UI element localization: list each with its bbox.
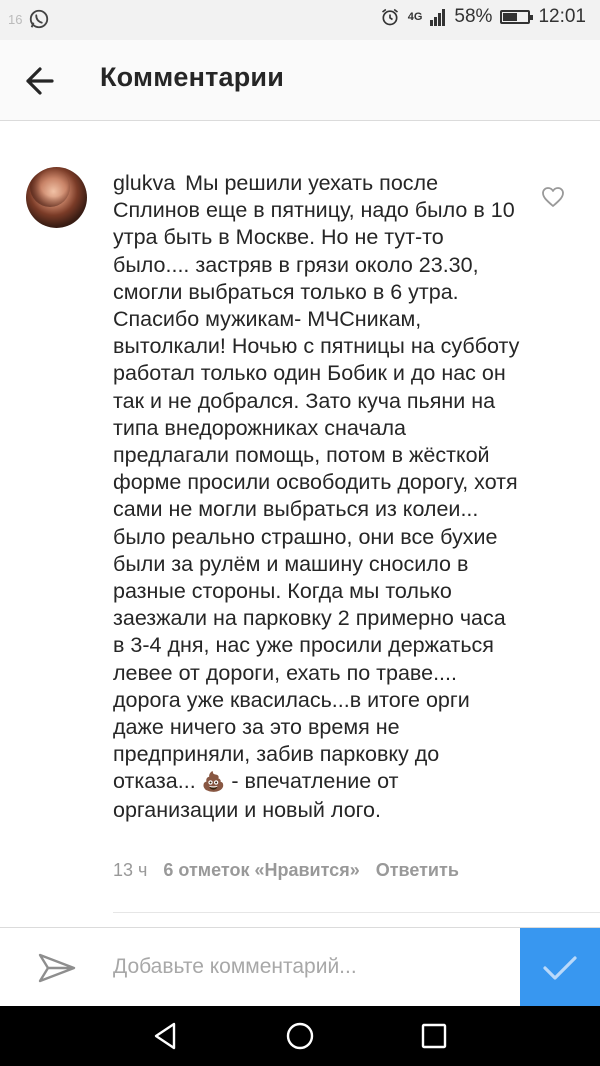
battery-icon bbox=[500, 10, 530, 24]
comment-composer bbox=[0, 927, 600, 1007]
signal-icon bbox=[430, 8, 446, 26]
system-nav-bar bbox=[0, 1006, 600, 1066]
battery-percent: 58% bbox=[454, 6, 493, 27]
check-icon bbox=[542, 954, 578, 982]
reply-button[interactable]: Ответить bbox=[375, 860, 459, 880]
status-time: 12:01 bbox=[538, 6, 586, 27]
comment-body bbox=[113, 170, 523, 824]
back-triangle-icon[interactable] bbox=[150, 1020, 182, 1052]
whatsapp-icon bbox=[28, 8, 50, 30]
comment-meta bbox=[113, 860, 459, 881]
header bbox=[0, 40, 600, 121]
comment-time: 13 ч bbox=[113, 860, 148, 880]
status-bar bbox=[0, 0, 600, 40]
network-label: 4G bbox=[407, 11, 423, 23]
status-left bbox=[8, 8, 50, 30]
status-right bbox=[380, 6, 586, 28]
arrow-left-icon[interactable] bbox=[22, 62, 62, 100]
status-number: 16 bbox=[8, 11, 23, 27]
comment-input[interactable] bbox=[113, 950, 503, 984]
page-title: Комментарии bbox=[100, 62, 285, 92]
recents-square-icon[interactable] bbox=[418, 1020, 450, 1052]
comment-text: Мы решили уехать после Сплинов еще в пятницу, надо было в 10 утра быть в Москве. Но не тут-то было.... застряв в грязи около 23.30, смогли выбраться только в 6 утра. Спасибо мужикам- МЧСникам, вытолкали! Ночью с пятницы на субботу работал только один Бобик и до нас он так и не добрался. Зато куча пьяни на типа внедорожниках сначала предлагали помощь, потом в жёсткой форме просили освободить дорогу, хотя сами не могли выбраться из колеи... было реально страшно, они все бухие были за рулём и машину сносило в разные стороны. Когда мы только заезжали на парковку 2 примерно часа в 3-4 дня, нас уже просили держаться левее от дороги, ехать по траве.... дорога уже квасилась...в итоге орги даже ничего за это время не предприняли, забив парковку до отказа... bbox=[113, 171, 520, 794]
avatar[interactable] bbox=[26, 167, 87, 228]
comment-text-end: - впечатление от организации и новый лого. bbox=[113, 769, 399, 822]
pile-of-poo-icon: 💩 bbox=[201, 772, 226, 794]
post-button[interactable] bbox=[520, 928, 600, 1007]
paper-plane-icon[interactable] bbox=[36, 947, 78, 989]
divider bbox=[113, 912, 600, 913]
likes-count[interactable]: 6 отметок «Нравится» bbox=[163, 860, 360, 880]
comment-username[interactable]: glukva bbox=[113, 171, 176, 195]
heart-outline-icon[interactable] bbox=[541, 186, 565, 208]
home-circle-icon[interactable] bbox=[284, 1020, 316, 1052]
alarm-icon bbox=[380, 7, 400, 27]
